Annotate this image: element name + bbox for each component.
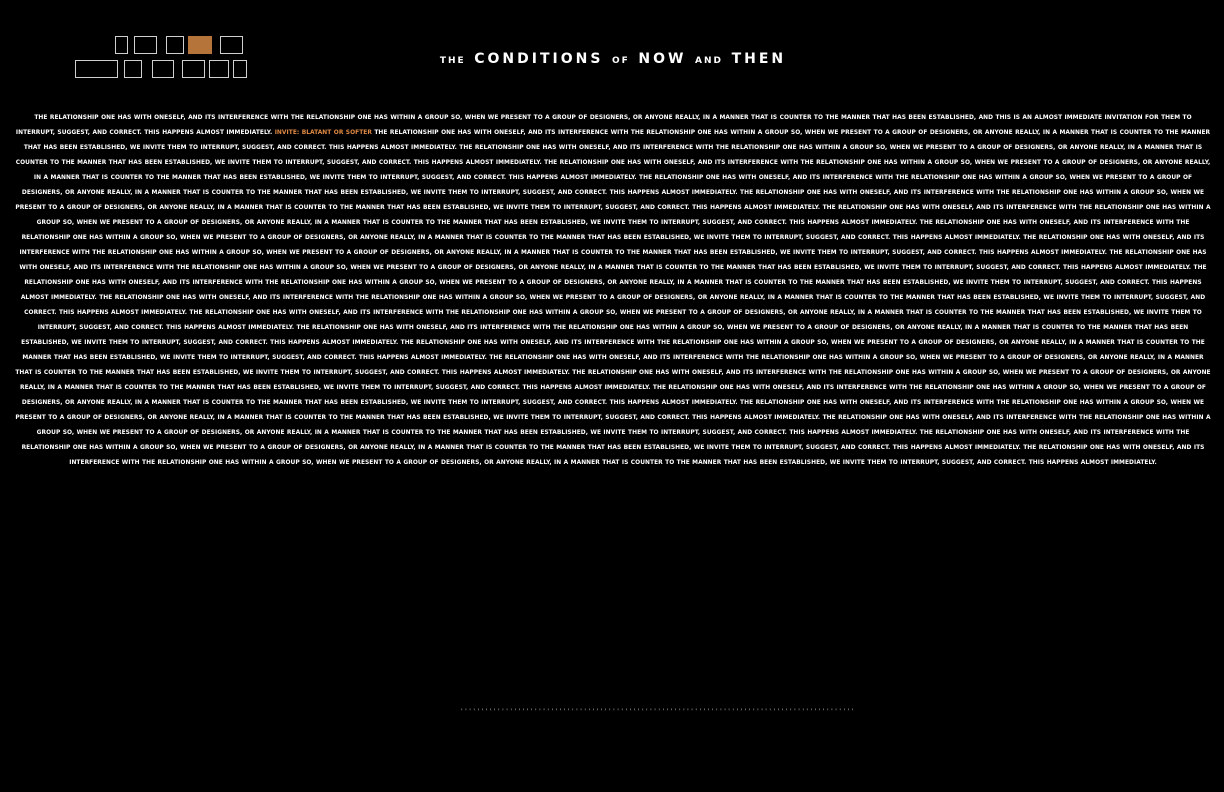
- logo-grid: [74, 34, 250, 82]
- logo-cell: [124, 60, 142, 78]
- logo-cell: [233, 60, 247, 78]
- body-repeat: THE RELATIONSHIP ONE HAS WITH ONESELF, AND ITS INTERFERENCE WITH THE RELATIONSHIP ONE HAS WITHIN A GROUP SO, WHEN WE PRESENT TO A GROUP OF DESIGNERS, OR ANYONE REALLY, IN A MANNER THAT IS COUNTER TO THE MANNER THAT HAS BEEN ESTABLISHED, WE INVITE THEM TO INTERRUPT, SUGGEST, AND CORRECT. THIS HAPPENS ALMOST IMMEDIATELY. THE RELATIONSHIP ONE HAS WITH ONESELF, AND ITS INTERFERENCE WITH THE RELATIONSHIP ONE HAS WITHIN A GROUP SO, WHEN WE PRESENT TO A GROUP OF DESIGNERS, OR ANYONE REALLY, IN A MANNER THAT IS COUNTER TO THE MANNER THAT HAS BEEN ESTABLISHED, WE INVITE THEM TO INTERRUPT, SUGGEST, AND CORRECT. THIS HAPPENS ALMOST IMMEDIATELY. THE RELATIONSHIP ONE HAS WITH ONESELF, AND ITS INTERFERENCE WITH THE RELATIONSHIP ONE HAS WITHIN A GROUP SO, WHEN WE PRESENT TO A GROUP OF DESIGNERS, OR ANYONE REALLY, IN A MANNER THAT IS COUNTER TO THE MANNER THAT HAS BEEN ESTABLISHED, WE INVITE THEM TO INTERRUPT, SUGGEST, AND CORRECT. THIS HAPPENS ALMOST IMMEDIATELY. THE RELATIONSHIP ONE HAS WITH ONESELF, AND ITS INTERFERENCE WITH THE RELATIONSHIP ONE HAS WITHIN A GROUP SO, WHEN WE PRESENT TO A GROUP OF DESIGNERS, OR ANYONE REALLY, IN A MANNER THAT IS COUNTER TO THE MANNER THAT HAS BEEN ESTABLISHED, WE INVITE THEM TO INTERRUPT, SUGGEST, AND CORRECT. THIS HAPPENS ALMOST IMMEDIATELY. THE RELATIONSHIP ONE HAS WITH ONESELF, AND ITS INTERFERENCE WITH THE RELATIONSHIP ONE HAS WITHIN A GROUP SO, WHEN WE PRESENT TO A GROUP OF DESIGNERS, OR ANYONE REALLY, IN A MANNER THAT IS COUNTER TO THE MANNER THAT HAS BEEN ESTABLISHED, WE INVITE THEM TO INTERRUPT, SUGGEST, AND CORRECT. THIS HAPPENS ALMOST IMMEDIATELY. THE RELATIONSHIP ONE HAS WITH ONESELF, AND ITS INTERFERENCE WITH THE RELATIONSHIP ONE HAS WITHIN A GROUP SO, WHEN WE PRESENT TO A GROUP OF DESIGNERS, OR ANYONE REALLY, IN A MANNER THAT IS COUNTER TO THE MANNER THAT HAS BEEN ESTABLISHED, WE INVITE THEM TO INTERRUPT, SUGGEST, AND CORRECT. THIS HAPPENS ALMOST IMMEDIATELY. THE RELATIONSHIP ONE HAS WITH ONESELF, AND ITS INTERFERENCE WITH THE RELATIONSHIP ONE HAS WITHIN A GROUP SO, WHEN WE PRESENT TO A GROUP OF DESIGNERS, OR ANYONE REALLY, IN A MANNER THAT IS COUNTER TO THE MANNER THAT HAS BEEN ESTABLISHED, WE INVITE THEM TO INTERRUPT, SUGGEST, AND CORRECT. THIS HAPPENS ALMOST IMMEDIATELY. THE RELATIONSHIP ONE HAS WITH ONESELF, AND ITS INTERFERENCE WITH THE RELATIONSHIP ONE HAS WITHIN A GROUP SO, WHEN WE PRESENT TO A GROUP OF DESIGNERS, OR ANYONE REALLY, IN A MANNER THAT IS COUNTER TO THE MANNER THAT HAS BEEN ESTABLISHED, WE INVITE THEM TO INTERRUPT, SUGGEST, AND CORRECT. THIS HAPPENS ALMOST IMMEDIATELY. THE RELATIONSHIP ONE HAS WITH ONESELF, AND ITS INTERFERENCE WITH THE RELATIONSHIP ONE HAS WITHIN A GROUP SO, WHEN WE PRESENT TO A GROUP OF DESIGNERS, OR ANYONE REALLY, IN A MANNER THAT IS COUNTER TO THE MANNER THAT HAS BEEN ESTABLISHED, WE INVITE THEM TO INTERRUPT, SUGGEST, AND CORRECT. THIS HAPPENS ALMOST IMMEDIATELY. THE RELATIONSHIP ONE HAS WITH ONESELF, AND ITS INTERFERENCE WITH THE RELATIONSHIP ONE HAS WITHIN A GROUP SO, WHEN WE PRESENT TO A GROUP OF DESIGNERS, OR ANYONE REALLY, IN A MANNER THAT IS COUNTER TO THE MANNER THAT HAS BEEN ESTABLISHED, WE INVITE THEM TO INTERRUPT, SUGGEST, AND CORRECT. THIS HAPPENS ALMOST IMMEDIATELY. THE RELATIONSHIP ONE HAS WITH ONESELF, AND ITS INTERFERENCE WITH THE RELATIONSHIP ONE HAS WITHIN A GROUP SO, WHEN WE PRESENT TO A GROUP OF DESIGNERS, OR ANYONE REALLY, IN A MANNER THAT IS COUNTER TO THE MANNER THAT HAS BEEN ESTABLISHED, WE INVITE THEM TO INTERRUPT, SUGGEST, AND CORRECT. THIS HAPPENS ALMOST IMMEDIATELY. THE RELATIONSHIP ONE HAS WITH ONESELF, AND ITS INTERFERENCE WITH THE RELATIONSHIP ONE HAS WITHIN A GROUP SO, WHEN WE PRESENT TO A GROUP OF DESIGNERS, OR ANYONE REALLY, IN A MANNER THAT IS COUNTER TO THE MANNER THAT HAS BEEN ESTABLISHED, WE INVITE THEM TO INTERRUPT, SUGGEST, AND CORRECT. THIS HAPPENS ALMOST IMMEDIATELY. THE RELATIONSHIP ONE HAS WITH ONESELF, AND ITS INTERFERENCE WITH THE RELATIONSHIP ONE HAS WITHIN A GROUP SO, WHEN WE PRESENT TO A GROUP OF DESIGNERS, OR ANYONE REALLY, IN A MANNER THAT IS COUNTER TO THE MANNER THAT HAS BEEN ESTABLISHED, WE INVITE THEM TO INTERRUPT, SUGGEST, AND CORRECT. THIS HAPPENS ALMOST IMMEDIATELY. THE RELATIONSHIP ONE HAS WITH ONESELF, AND ITS INTERFERENCE WITH THE RELATIONSHIP ONE HAS WITHIN A GROUP SO, WHEN WE PRESENT TO A GROUP OF DESIGNERS, OR ANYONE REALLY, IN A MANNER THAT IS COUNTER TO THE MANNER THAT HAS BEEN ESTABLISHED, WE INVITE THEM TO INTERRUPT, SUGGEST, AND CORRECT. THIS HAPPENS ALMOST IMMEDIATELY. THE RELATIONSHIP ONE HAS WITH ONESELF, AND ITS INTERFERENCE WITH THE RELATIONSHIP ONE HAS WITHIN A GROUP SO, WHEN WE PRESENT TO A GROUP OF DESIGNERS, OR ANYONE REALLY, IN A MANNER THAT IS COUNTER TO THE MANNER THAT HAS BEEN ESTABLISHED, WE INVITE THEM TO INTERRUPT, SUGGEST, AND CORRECT. THIS HAPPENS ALMOST IMMEDIATELY. THE RELATIONSHIP ONE HAS WITH ONESELF, AND ITS INTERFERENCE WITH THE RELATIONSHIP ONE HAS WITHIN A GROUP SO, WHEN WE PRESENT TO A GROUP OF DESIGNERS, OR ANYONE REALLY, IN A MANNER THAT IS COUNTER TO THE MANNER THAT HAS BEEN ESTABLISHED, WE INVITE THEM TO INTERRUPT, SUGGEST, AND CORRECT. THIS HAPPENS ALMOST IMMEDIATELY. THE RELATIONSHIP ONE HAS WITH ONESELF, AND ITS INTERFERENCE WITH THE RELATIONSHIP ONE HAS WITHIN A GROUP SO, WHEN WE PRESENT TO A GROUP OF DESIGNERS, OR ANYONE REALLY, IN A MANNER THAT IS COUNTER TO THE MANNER THAT HAS BEEN ESTABLISHED, WE INVITE THEM TO INTERRUPT, SUGGEST, AND CORRECT. THIS HAPPENS ALMOST IMMEDIATELY. THE RELATIONSHIP ONE HAS WITH ONESELF, AND ITS INTERFERENCE WITH THE RELATIONSHIP ONE HAS WITHIN A GROUP SO, WHEN WE PRESENT TO A GROUP OF DESIGNERS, OR ANYONE REALLY, IN A MANNER THAT IS COUNTER TO THE MANNER THAT HAS BEEN ESTABLISHED, WE INVITE THEM TO INTERRUPT, SUGGEST, AND CORRECT. THIS HAPPENS ALMOST IMMEDIATELY. THE RELATIONSHIP ONE HAS WITH ONESELF, AND ITS INTERFERENCE WITH THE RELATIONSHIP ONE HAS WITHIN A GROUP SO, WHEN WE PRESENT TO A GROUP OF DESIGNERS, OR ANYONE REALLY, IN A MANNER THAT IS COUNTER TO THE MANNER THAT HAS BEEN ESTABLISHED, WE INVITE THEM TO INTERRUPT, SUGGEST, AND CORRECT. THIS HAPPENS ALMOST IMMEDIATELY. THE RELATIONSHIP ONE HAS WITH ONESELF, AND ITS INTERFERENCE WITH THE RELATIONSHIP ONE HAS WITHIN A GROUP SO, WHEN WE PRESENT TO A GROUP OF DESIGNERS, OR ANYONE REALLY, IN A MANNER THAT IS COUNTER TO THE MANNER THAT HAS BEEN ESTABLISHED, WE INVITE THEM TO INTERRUPT, SUGGEST, AND CORRECT. THIS HAPPENS ALMOST IMMEDIATELY. THE RELATIONSHIP ONE HAS WITH ONESELF, AND ITS INTERFERENCE WITH THE RELATIONSHIP ONE HAS WITHIN A GROUP SO, WHEN WE PRESENT TO A GROUP OF DESIGNERS, OR ANYONE REALLY, IN A MANNER THAT IS COUNTER TO THE MANNER THAT HAS BEEN ESTABLISHED, WE INVITE THEM TO INTERRUPT, SUGGEST, AND CORRECT. THIS HAPPENS ALMOST IMMEDIATELY.: [15, 128, 1211, 466]
- logo-cell: [166, 36, 184, 54]
- logo-cell: [220, 36, 243, 54]
- logo-cell: [134, 36, 157, 54]
- logo-cell: [75, 60, 118, 78]
- logo-cell: [209, 60, 229, 78]
- title-word: NOW: [638, 51, 687, 67]
- title-word: THEN: [731, 51, 787, 67]
- logo-cell-accent: [188, 36, 212, 54]
- logo-cell: [115, 36, 128, 54]
- body-highlight-invite: INVITE: BLATANT OR SOFTER: [274, 128, 372, 136]
- logo-cell: [152, 60, 174, 78]
- title-word: AND: [695, 56, 724, 66]
- footer-dots: '''''''''''''''''''''''''''''''''''''''''''''''''''''''''''''''''''''''''''''''''''''''''''''''': [460, 708, 855, 715]
- title-word: OF: [612, 56, 630, 66]
- title-word: CONDITIONS: [474, 51, 604, 67]
- page-title: [420, 48, 806, 67]
- body-paragraph: [14, 110, 1212, 470]
- body-lead: THE RELATIONSHIP ONE HAS WITH ONESELF, AND ITS INTERFERENCE WITH THE RELATIONSHIP ONE HAS WITHIN A GROUP SO, WHEN WE PRESENT TO A GROUP OF DESIGNERS, OR ANYONE REALLY, IN A MANNER THAT IS COUNTER TO THE MANNER THAT HAS BEEN ESTABLISHED, AND THIS IS AN ALMOST IMMEDIATE INVITATION FOR THEM TO INTERRUPT, SUGGEST, AND CORRECT. THIS HAPPENS ALMOST IMMEDIATELY.: [15, 113, 1192, 136]
- logo-cell: [182, 60, 205, 78]
- title-word: THE: [439, 56, 466, 66]
